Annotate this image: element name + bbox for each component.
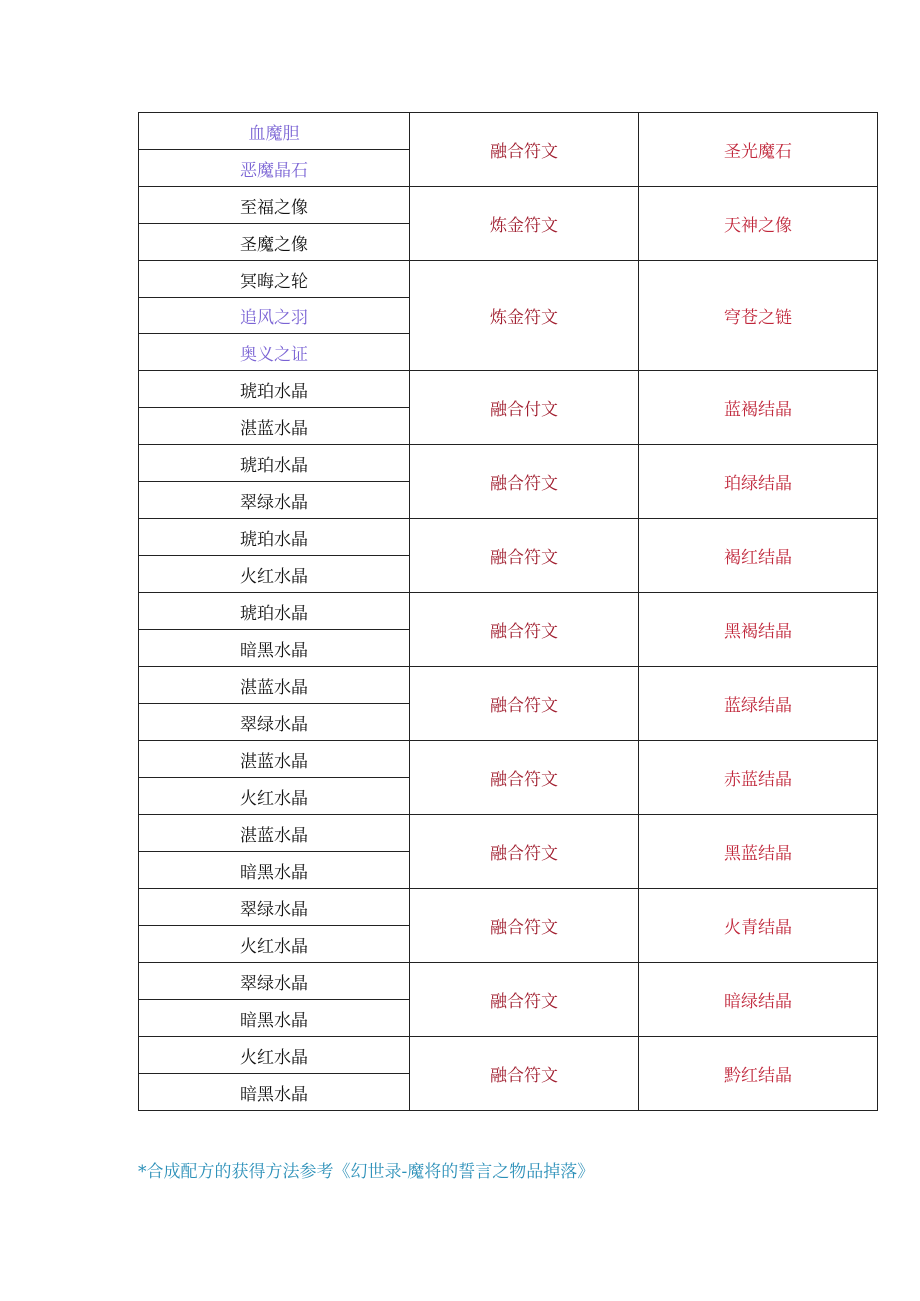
result-cell: 黑褐结晶	[639, 593, 878, 667]
result-cell: 火青结晶	[639, 889, 878, 963]
result-cell: 穹苍之链	[639, 261, 878, 371]
ingredient-cell: 血魔胆	[139, 113, 410, 150]
ingredient-cell: 暗黑水晶	[139, 630, 410, 667]
ingredient-cell: 琥珀水晶	[139, 519, 410, 556]
ingredient-cell: 琥珀水晶	[139, 445, 410, 482]
ingredient-cell: 湛蓝水晶	[139, 667, 410, 704]
ingredient-cell: 湛蓝水晶	[139, 741, 410, 778]
method-cell: 融合符文	[410, 815, 639, 889]
ingredient-cell: 追风之羽	[139, 298, 410, 334]
ingredient-cell: 琥珀水晶	[139, 371, 410, 408]
ingredient-cell: 翠绿水晶	[139, 482, 410, 519]
ingredient-cell: 冥晦之轮	[139, 261, 410, 298]
ingredient-cell: 暗黑水晶	[139, 1074, 410, 1111]
result-cell: 暗绿结晶	[639, 963, 878, 1037]
method-cell: 融合符文	[410, 445, 639, 519]
recipe-table-body	[139, 113, 878, 1111]
ingredient-cell: 奥义之证	[139, 334, 410, 371]
recipe-row	[139, 593, 878, 630]
recipe-row	[139, 261, 878, 298]
method-cell: 炼金符文	[410, 261, 639, 371]
method-cell: 融合符文	[410, 1037, 639, 1111]
recipe-row	[139, 667, 878, 704]
result-cell: 黑蓝结晶	[639, 815, 878, 889]
recipe-table	[138, 112, 878, 1111]
recipe-row	[139, 445, 878, 482]
recipe-row	[139, 519, 878, 556]
method-cell: 融合符文	[410, 519, 639, 593]
recipe-row	[139, 815, 878, 852]
ingredient-cell: 暗黑水晶	[139, 852, 410, 889]
recipe-row	[139, 1037, 878, 1074]
method-cell: 融合付文	[410, 371, 639, 445]
ingredient-cell: 火红水晶	[139, 1037, 410, 1074]
result-cell: 珀绿结晶	[639, 445, 878, 519]
method-cell: 融合符文	[410, 963, 639, 1037]
recipe-row	[139, 889, 878, 926]
ingredient-cell: 翠绿水晶	[139, 704, 410, 741]
ingredient-cell: 琥珀水晶	[139, 593, 410, 630]
ingredient-cell: 火红水晶	[139, 778, 410, 815]
result-cell: 黔红结晶	[639, 1037, 878, 1111]
ingredient-cell: 圣魔之像	[139, 224, 410, 261]
result-cell: 圣光魔石	[639, 113, 878, 187]
method-cell: 融合符文	[410, 741, 639, 815]
method-cell: 融合符文	[410, 889, 639, 963]
result-cell: 蓝绿结晶	[639, 667, 878, 741]
result-cell: 赤蓝结晶	[639, 741, 878, 815]
method-cell: 融合符文	[410, 667, 639, 741]
recipe-row	[139, 187, 878, 224]
result-cell: 褐红结晶	[639, 519, 878, 593]
recipe-row	[139, 963, 878, 1000]
ingredient-cell: 暗黑水晶	[139, 1000, 410, 1037]
ingredient-cell: 湛蓝水晶	[139, 408, 410, 445]
recipe-row	[139, 741, 878, 778]
recipe-row	[139, 371, 878, 408]
ingredient-cell: 火红水晶	[139, 556, 410, 593]
footnote: *合成配方的获得方法参考《幻世录-魔将的誓言之物品掉落》	[138, 1162, 595, 1182]
ingredient-cell: 翠绿水晶	[139, 889, 410, 926]
method-cell: 融合符文	[410, 113, 639, 187]
method-cell: 融合符文	[410, 593, 639, 667]
result-cell: 蓝褐结晶	[639, 371, 878, 445]
ingredient-cell: 翠绿水晶	[139, 963, 410, 1000]
ingredient-cell: 恶魔晶石	[139, 150, 410, 187]
ingredient-cell: 火红水晶	[139, 926, 410, 963]
method-cell: 炼金符文	[410, 187, 639, 261]
result-cell: 天神之像	[639, 187, 878, 261]
recipe-row	[139, 113, 878, 150]
ingredient-cell: 湛蓝水晶	[139, 815, 410, 852]
ingredient-cell: 至福之像	[139, 187, 410, 224]
